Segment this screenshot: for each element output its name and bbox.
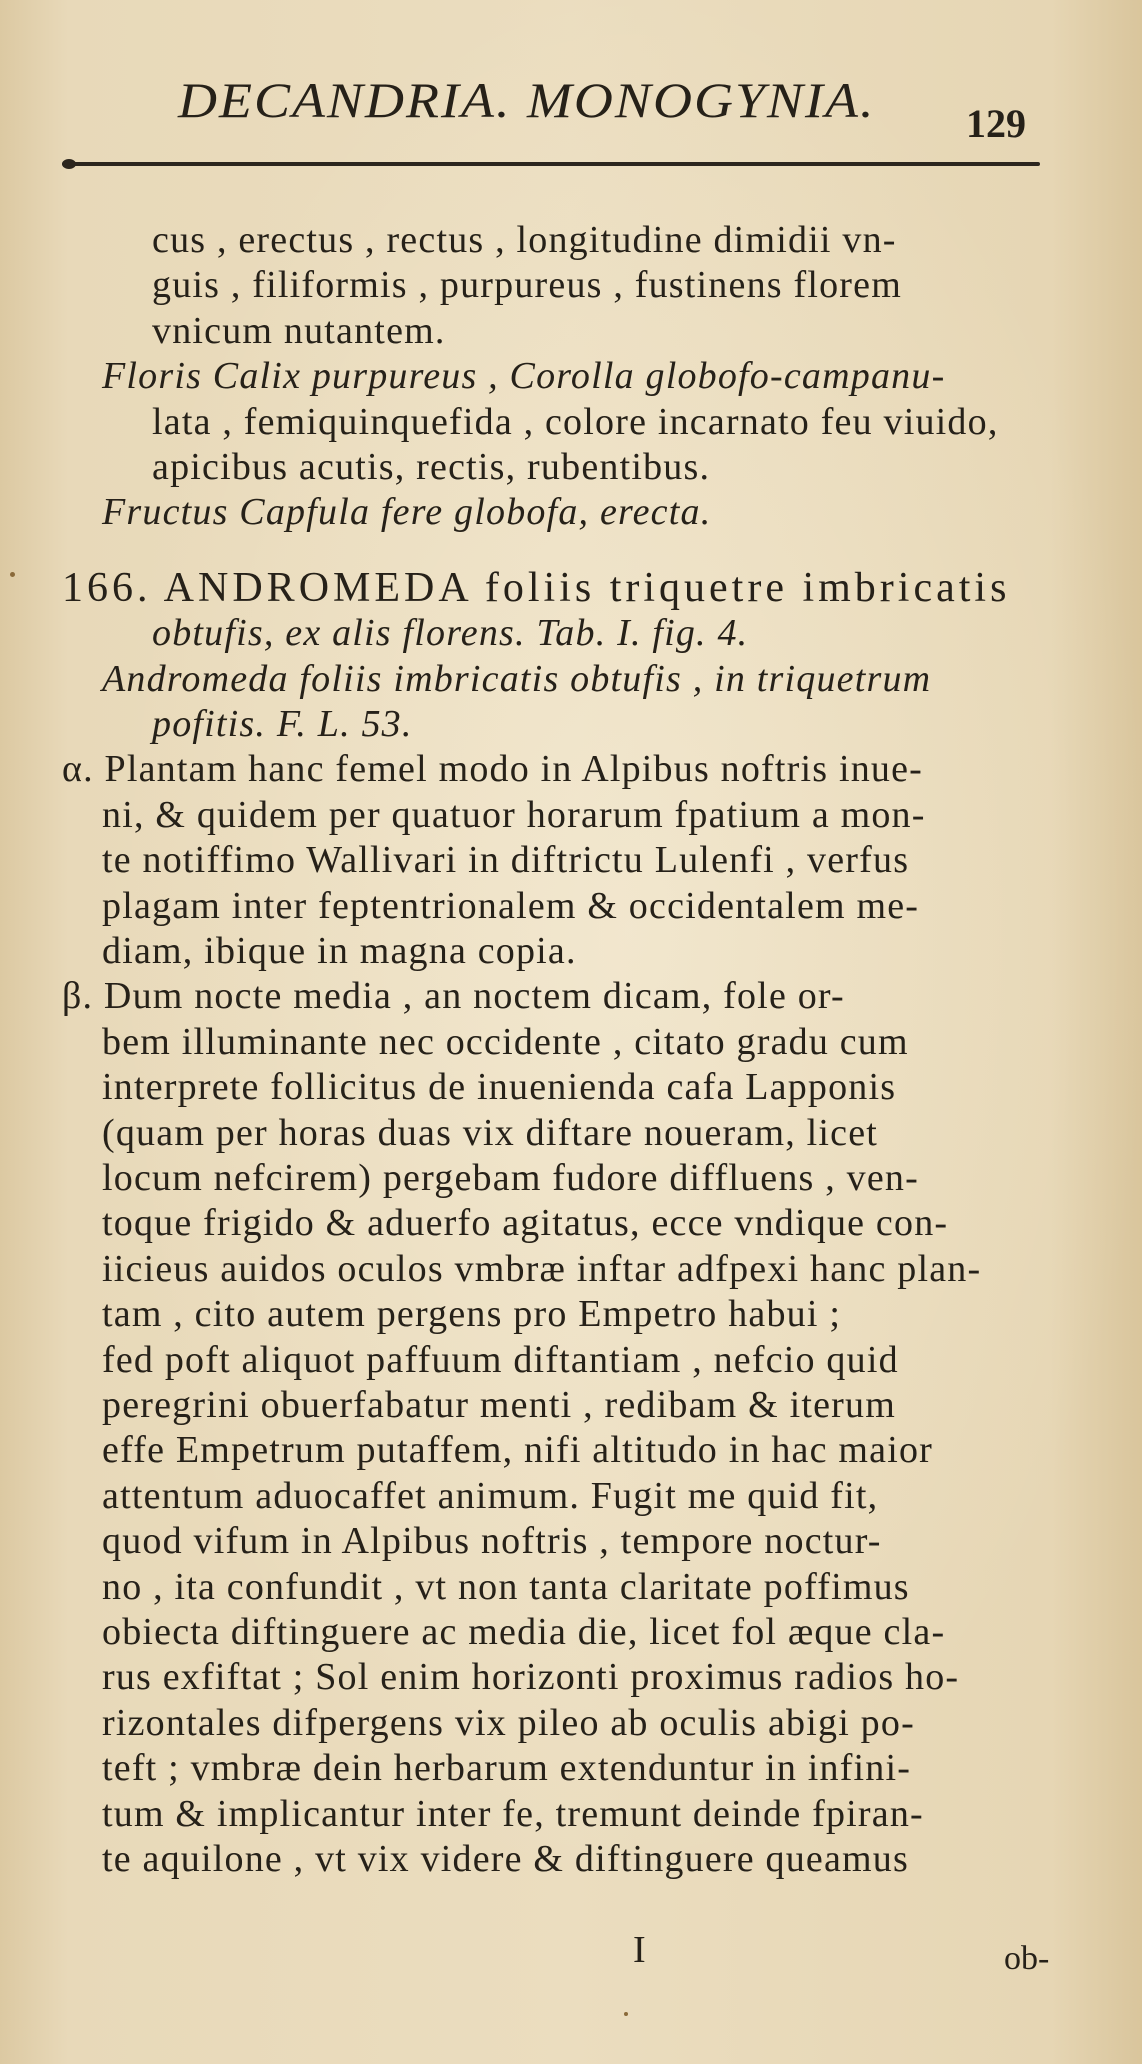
paragraph-beta-line: bem illuminante nec occidente , citato gradu cum xyxy=(102,1021,909,1063)
paragraph-beta-line: locum nefcirem) pergebam fudore diffluens , ven- xyxy=(102,1157,919,1199)
paragraph-beta-line: tam , cito autem pergens pro Empetro habui ; xyxy=(102,1293,842,1335)
paragraph-beta-line: (quam per horas duas vix diftare noueram, licet xyxy=(102,1112,879,1154)
paragraph-alpha-line: plagam inter feptentrionalem & occidentalem me- xyxy=(102,885,920,927)
paragraph-beta-line: te aquilone , vt vix videre & diftinguere queamus xyxy=(102,1838,909,1880)
paragraph-beta-line: teft ; vmbræ dein herbarum extenduntur in infini- xyxy=(102,1747,912,1789)
text-line: apicibus acutis, rectis, rubentibus. xyxy=(152,446,711,488)
paragraph-beta-line: effe Empetrum putaffem, nifi altitudo in hac maior xyxy=(102,1429,934,1471)
catchword: ob- xyxy=(1004,1940,1050,1977)
paper-speck xyxy=(10,572,15,577)
paragraph-beta-line: iicieus auidos oculos vmbræ inftar adfpexi hanc plan- xyxy=(102,1248,982,1290)
page-number: 129 xyxy=(966,101,1026,146)
paragraph-alpha-line: diam, ibique in magna copia. xyxy=(102,930,577,972)
text-line: lata , femiquinquefida , colore incarnato feu viuido, xyxy=(152,401,999,443)
paragraph-beta-line: attentum aduocaffet animum. Fugit me quid fit, xyxy=(102,1475,879,1517)
paper-speck xyxy=(624,2012,628,2016)
paragraph-beta-line: tum & implicantur inter fe, tremunt deinde fpiran- xyxy=(102,1793,924,1835)
paragraph-alpha-line: α. Plantam hanc femel modo in Alpibus noftris inue- xyxy=(62,748,924,790)
running-head: DECANDRIA. MONOGYNIA. xyxy=(178,72,876,129)
header-rule xyxy=(62,162,1040,166)
paragraph-beta-line: rus exfiftat ; Sol enim horizonti proximus radios ho- xyxy=(102,1656,960,1698)
text-line-floris: Floris Calix purpureus , Corolla globofo-campanu- xyxy=(102,355,946,397)
paragraph-beta-line: fed poft aliquot paffuum diftantiam , nefcio quid xyxy=(102,1339,899,1381)
synonym-line: Andromeda foliis imbricatis obtufis , in triquetrum xyxy=(102,658,932,700)
signature-mark: I xyxy=(633,1929,646,1971)
paragraph-beta-line: quod vifum in Alpibus noftris , tempore noctur- xyxy=(102,1520,882,1562)
paragraph-beta-line: obiecta diftinguere ac media die, licet fol æque cla- xyxy=(102,1611,946,1653)
paragraph-beta-line: rizontales difpergens vix pileo ab oculis abigi po- xyxy=(102,1702,915,1744)
paragraph-beta-line: interprete follicitus de inuenienda cafa Lapponis xyxy=(102,1066,897,1108)
text-line: cus , erectus , rectus , longitudine dimidii vn- xyxy=(152,219,897,261)
paragraph-beta-line: β. Dum nocte media , an noctem dicam, fole or- xyxy=(62,975,845,1017)
paragraph-alpha-line: ni, & quidem per quatuor horarum fpatium a mon- xyxy=(102,794,926,836)
paragraph-beta-line: toque frigido & aduerfo agitatus, ecce vndique con- xyxy=(102,1202,949,1244)
entry-heading: 166. ANDROMEDA foliis triquetre imbricatis xyxy=(62,565,1011,611)
text-line: vnicum nutantem. xyxy=(152,310,446,352)
synonym-line: pofitis. F. L. 53. xyxy=(152,703,413,745)
paragraph-beta-line: peregrini obuerfabatur menti , redibam & iterum xyxy=(102,1384,896,1426)
paragraph-beta-line: no , ita confundit , vt non tanta claritate poffimus xyxy=(102,1566,910,1608)
text-line-fructus: Fructus Capfula fere globofa, erecta. xyxy=(102,491,712,533)
paragraph-alpha-line: te notiffimo Wallivari in diftrictu Lulenfi , verfus xyxy=(102,839,910,881)
text-line: guis , filiformis , purpureus , fustinens florem xyxy=(152,264,902,306)
entry-heading-cont: obtufis, ex alis florens. Tab. I. fig. 4. xyxy=(152,612,749,654)
